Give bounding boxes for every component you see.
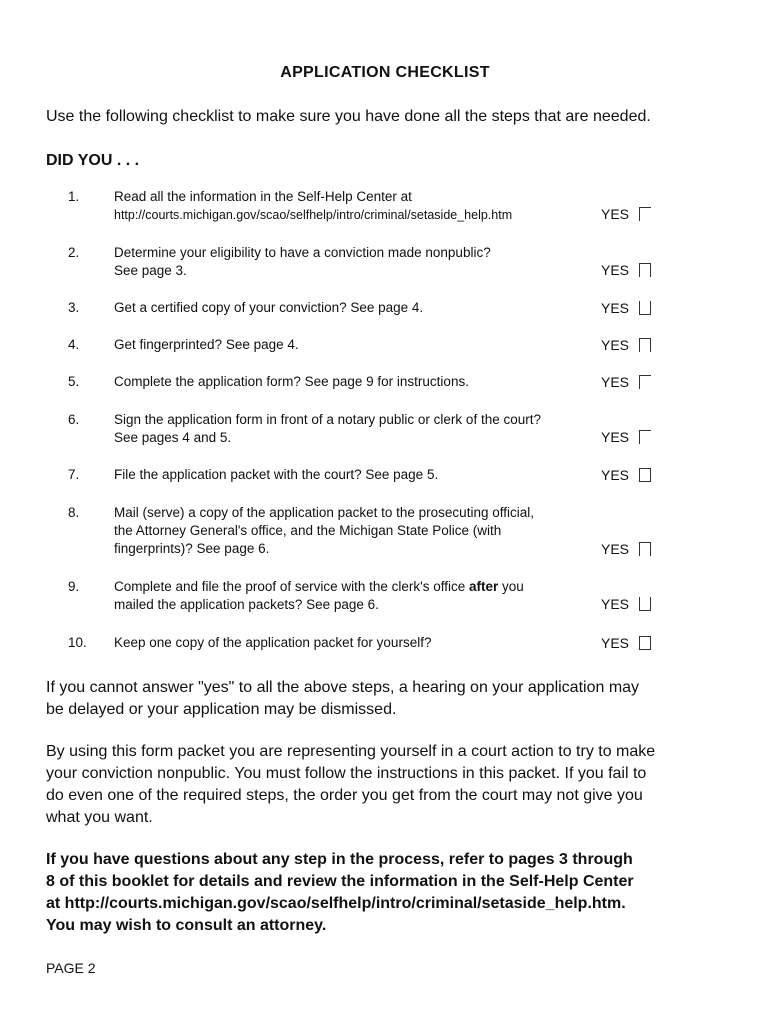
item-text-line: mailed the application packets? See page 6. [114,597,379,612]
paragraph-line: If you have questions about any step in the process, refer to pages 3 through [46,851,633,868]
paragraph-line: do even one of the required steps, the order you get from the court may not give you [46,787,643,804]
page-title: APPLICATION CHECKLIST [280,64,490,81]
item-number: 3. [68,300,80,315]
yes-checkbox[interactable] [639,597,651,611]
yes-label: YES [601,337,630,353]
paragraph-line: your conviction nonpublic. You must follow the instructions in this packet. If you fail to [46,765,647,782]
yes-checkbox[interactable] [639,338,651,352]
item-number: 2. [68,245,80,260]
yes-checkbox[interactable] [639,542,651,556]
item-text-line: Complete the application form? See page 9 for instructions. [114,374,469,389]
item-number: 8. [68,505,80,520]
item-number: 5. [68,374,80,389]
item-text-line: Get fingerprinted? See page 4. [114,337,299,352]
item-text-line: http://courts.michigan.gov/scao/selfhelp/intro/criminal/setaside_help.htm [114,208,513,222]
warning-paragraph [46,677,736,721]
yes-label: YES [601,596,630,612]
yes-checkbox[interactable] [639,263,651,277]
item-text-line [114,578,594,596]
paragraph-line: By using this form packet you are representing yourself in a court action to try to make [46,743,656,760]
did-you-heading: DID YOU . . . [46,152,140,169]
item-text-emphasis: after [469,579,499,594]
item-text-line: Read all the information in the Self-Help Center at [114,189,412,204]
item-number: 9. [68,579,80,594]
item-text-part: Complete and file the proof of service with the clerk's office [114,579,470,594]
item-number: 6. [68,412,80,427]
paragraph-line: be delayed or your application may be dismissed. [46,701,397,718]
yes-label: YES [601,467,630,483]
item-text-line: Mail (serve) a copy of the application packet to the prosecuting official, [114,505,534,520]
paragraph-line: what you want. [46,809,153,826]
item-text-line: Get a certified copy of your conviction? See page 4. [114,300,424,315]
item-text-line: Determine your eligibility to have a conviction made nonpublic? [114,245,491,260]
yes-checkbox[interactable] [639,468,651,482]
item-text-line: See page 3. [114,263,187,278]
item-text-line: Keep one copy of the application packet for yourself? [114,635,432,650]
yes-label: YES [601,262,630,278]
item-text-part: you [498,579,524,594]
item-text-line: File the application packet with the court? See page 5. [114,467,439,482]
paragraph-line: 8 of this booklet for details and review the information in the Self-Help Center [46,873,634,890]
yes-checkbox[interactable] [639,375,651,389]
yes-checkbox[interactable] [639,207,651,221]
paragraph-line: You may wish to consult an attorney. [46,917,327,934]
item-number: 1. [68,189,80,204]
intro-text: Use the following checklist to make sure you have done all the steps that are needed. [46,108,651,125]
yes-label: YES [601,374,630,390]
yes-label: YES [601,635,630,651]
paragraph-line: at http://courts.michigan.gov/scao/selfhelp/intro/criminal/setaside_help.htm. [46,895,626,912]
item-text-line: the Attorney General's office, and the Michigan State Police (with [114,523,502,538]
item-text-line: See pages 4 and 5. [114,430,232,445]
self-representation-paragraph [46,741,736,829]
yes-label: YES [601,541,630,557]
yes-label: YES [601,206,630,222]
yes-checkbox[interactable] [639,430,651,444]
paragraph-line: If you cannot answer "yes" to all the above steps, a hearing on your application may [46,679,640,696]
yes-label: YES [601,300,630,316]
questions-paragraph [46,849,736,937]
yes-label: YES [601,429,630,445]
item-text-line: Sign the application form in front of a notary public or clerk of the court? [114,412,541,427]
item-number: 7. [68,467,80,482]
item-text-line: fingerprints)? See page 6. [114,541,270,556]
item-number: 4. [68,337,80,352]
item-number: 10. [68,635,87,650]
yes-checkbox[interactable] [639,636,651,650]
page-number: PAGE 2 [46,960,96,976]
yes-checkbox[interactable] [639,301,651,315]
